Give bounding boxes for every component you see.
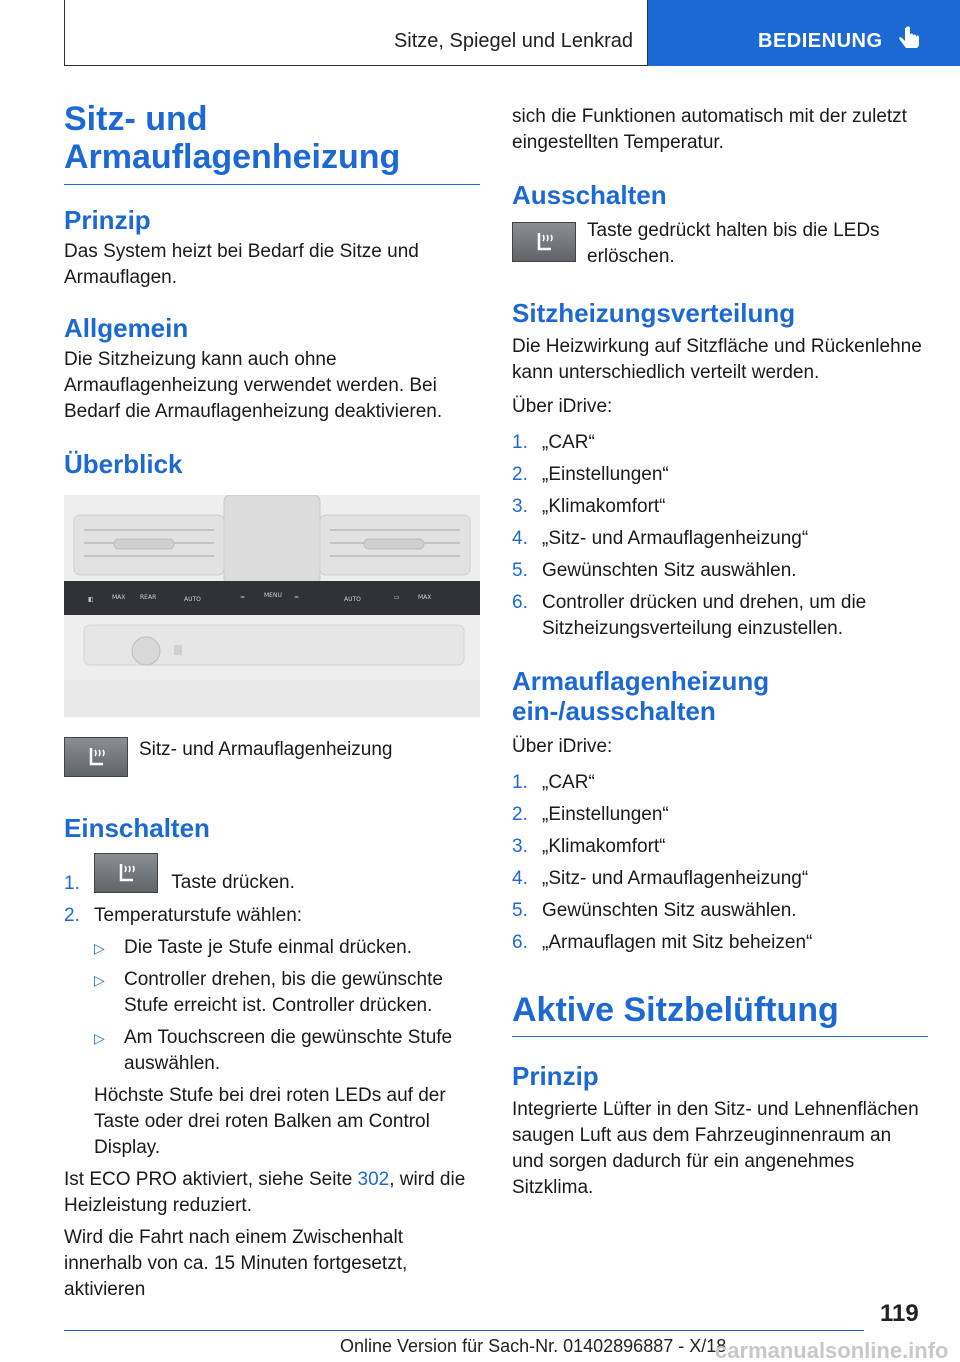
triangle-bullet-icon: ▷ [94, 972, 105, 988]
step2-note: Höchste Stufe bei drei roten LEDs auf der Taste oder drei roten Balken am Control Display. [94, 1085, 446, 1158]
seat-heating-icon [531, 229, 559, 257]
heading-ueberblick: Überblick [64, 449, 183, 479]
list-number: 2. [512, 464, 528, 485]
climate-panel-illustration [64, 495, 480, 717]
list-number: 1. [512, 772, 528, 793]
eco-text [64, 1167, 480, 1219]
einschalten-steps [64, 853, 480, 929]
list-number: 5. [512, 900, 528, 921]
footer-text: Online Version für Sach-Nr. 01402896887 - X/18 [340, 1336, 727, 1356]
list-item [94, 1025, 480, 1077]
icon-caption: Sitz- und Armauflagenheizung [139, 739, 393, 760]
list-item [512, 526, 928, 552]
footer-divider [64, 1330, 864, 1331]
triangle-bullet-icon: ▷ [94, 940, 105, 956]
step-text: „Klimakomfort“ [542, 496, 666, 517]
list-number: 6. [512, 592, 528, 613]
seat-heating-button-icon [512, 222, 576, 262]
heading-allgemein: Allgemein [64, 313, 189, 343]
text-prinzip: Das System heizt bei Bedarf die Sitze und Armauflagen. [64, 241, 419, 288]
eco-text-after: , wird die Heizleistung reduziert. [64, 1169, 466, 1216]
list-item [512, 494, 928, 520]
bullet-text: Die Taste je Stufe einmal drücken. [124, 937, 412, 958]
list-number: 4. [512, 528, 528, 549]
svg-text:MAX: MAX [112, 594, 126, 601]
step-text: Gewünschten Sitz auswählen. [542, 900, 797, 921]
heading-prinzip-2: Prinzip [512, 1061, 599, 1091]
list-number: 4. [512, 868, 528, 889]
heading-verteilung: Sitzheizungsverteilung [512, 298, 796, 328]
heading-aktive-sitzbelueftung: Aktive Sitzbelüftung [512, 990, 928, 1037]
step-text: „Einstellungen“ [542, 464, 669, 485]
step-text: „Einstellungen“ [542, 804, 669, 825]
svg-text:MAX: MAX [418, 594, 432, 601]
step-text: „Sitz- und Armauflagenheizung“ [542, 868, 809, 889]
svg-text:AUTO: AUTO [344, 596, 361, 603]
seat-heating-icon [83, 744, 111, 772]
section-title: Sitze, Spiegel und Lenkrad [393, 30, 633, 52]
idrive-label: Über iDrive: [512, 396, 613, 417]
right-column [512, 104, 928, 1201]
temperature-options [94, 935, 480, 1077]
bullet-text: Controller drehen, bis die gewünschte Stufe erreicht ist. Controller drücken. [124, 969, 443, 1016]
list-item [512, 834, 928, 860]
ausschalten-row [512, 222, 928, 282]
seat-heating-icon [113, 860, 141, 888]
list-item [64, 853, 480, 897]
heading-ausschalten: Ausschalten [512, 180, 667, 210]
list-number: 2. [512, 804, 528, 825]
eco-text-before: Ist ECO PRO aktiviert, siehe Seite [64, 1169, 358, 1190]
step-text: „Klimakomfort“ [542, 836, 666, 857]
list-item [512, 930, 928, 956]
list-item [512, 898, 928, 924]
bullet-text: Am Touchscreen die gewünschte Stufe auswählen. [124, 1027, 453, 1074]
list-number: 5. [512, 560, 528, 581]
text-allgemein: Die Sitzheizung kann auch ohne Armauflagenheizung verwendet werden. Bei Bedarf die Armauflagenheizung deaktivieren. [64, 349, 443, 422]
step-text: „Armauflagen mit Sitz beheizen“ [542, 932, 813, 953]
main-heading: Sitz- und Armauflagenheizung [64, 100, 480, 185]
list-number: 6. [512, 932, 528, 953]
page-number: 119 [880, 1300, 919, 1327]
hand-pointer-icon [896, 26, 922, 54]
svg-text:▭: ▭ [394, 594, 400, 601]
chapter-tab[interactable] [648, 0, 960, 66]
svg-text:AUTO: AUTO [184, 596, 201, 603]
text-verteilung: Die Heizwirkung auf Sitzfläche und Rückenlehne kann unterschiedlich verteilt werden. [512, 336, 922, 383]
continued-text: sich die Funktionen automatisch mit der zuletzt eingestellten Temperatur. [512, 106, 907, 153]
step-text: Temperaturstufe wählen: [94, 905, 303, 926]
step-text: Taste drücken. [171, 872, 295, 894]
step-text: Controller drücken und drehen, um die Sitzheizungsverteilung einzustellen. [542, 592, 867, 639]
idrive-label: Über iDrive: [512, 736, 613, 757]
list-item [512, 590, 928, 642]
seat-heating-button-icon [94, 853, 158, 893]
heading-armauflagen: Armauflagenheizung ein-/ausschalten [512, 666, 770, 726]
svg-text:≈: ≈ [294, 594, 300, 601]
page-link[interactable]: 302 [357, 1169, 390, 1190]
ausschalten-text: Taste gedrückt halten bis die LEDs erlöschen. [587, 220, 880, 267]
svg-text:REAR: REAR [140, 594, 157, 601]
list-item [512, 866, 928, 892]
step-text: Gewünschten Sitz auswählen. [542, 560, 797, 581]
heading-einschalten: Einschalten [64, 813, 210, 843]
heading-prinzip: Prinzip [64, 205, 151, 235]
step-text: „Sitz- und Armauflagenheizung“ [542, 528, 809, 549]
header-section-box [64, 0, 648, 66]
list-number: 1. [512, 432, 528, 453]
list-item [94, 935, 480, 961]
list-number: 1. [64, 873, 80, 894]
watermark: carmanualsonline.info [715, 1338, 949, 1362]
list-item [512, 802, 928, 828]
text-prinzip-2: Integrierte Lüfter in den Sitz- und Lehnenflächen saugen Luft aus dem Fahrzeuginnenraum an und sorgen dadurch für ein angenehmes Sitzklima. [512, 1099, 919, 1198]
svg-text:◧: ◧ [88, 596, 94, 603]
svg-text:≈: ≈ [240, 594, 246, 601]
svg-text:MENU: MENU [264, 592, 282, 599]
list-item [512, 462, 928, 488]
step-text: „CAR“ [542, 772, 595, 793]
list-item [512, 770, 928, 796]
list-number: 2. [64, 905, 80, 926]
fahrt-text: Wird die Fahrt nach einem Zwischenhalt innerhalb von ca. 15 Minuten fortgesetzt, aktivieren [64, 1227, 408, 1300]
step-text: „CAR“ [542, 432, 595, 453]
chapter-tab-label: BEDIENUNG [758, 30, 883, 52]
verteilung-steps [512, 430, 928, 642]
armauflagen-steps [512, 770, 928, 956]
list-item [512, 558, 928, 584]
dashboard-photo [64, 495, 480, 717]
triangle-bullet-icon: ▷ [94, 1030, 105, 1046]
list-item [94, 967, 480, 1019]
list-item [512, 430, 928, 456]
seat-heating-button-icon [64, 737, 128, 777]
icon-caption-row [64, 737, 480, 777]
left-column [64, 100, 480, 1303]
list-number: 3. [512, 836, 528, 857]
list-item [64, 903, 480, 929]
list-number: 3. [512, 496, 528, 517]
